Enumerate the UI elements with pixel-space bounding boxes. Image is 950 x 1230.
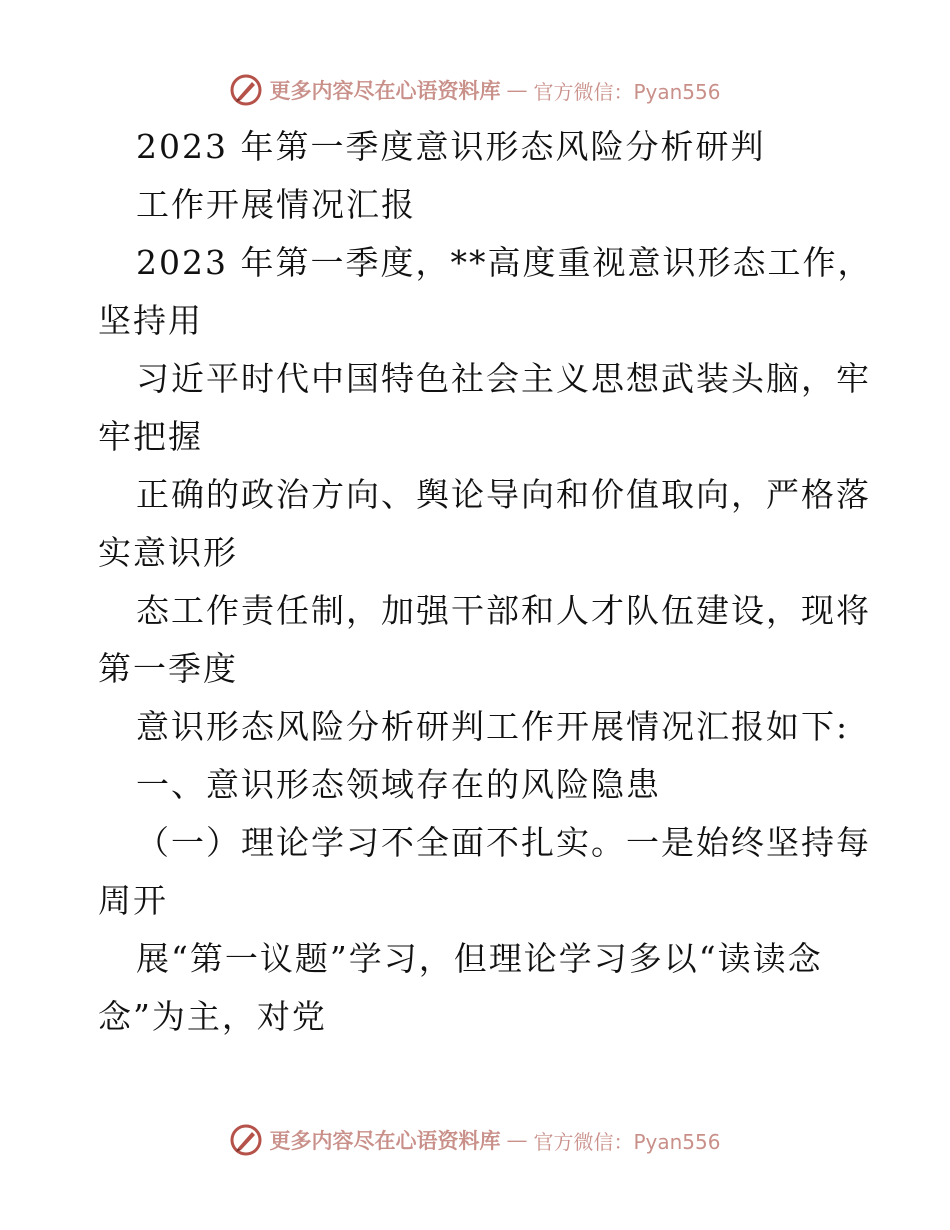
text-line: 工作开展情况汇报 <box>136 185 416 224</box>
watermark-brand: 更多内容尽在心语资料库 <box>269 1128 501 1153</box>
text-line: 习近平时代中国特色社会主义思想武装头脑，牢 <box>136 359 871 398</box>
text-line: 展“第一议题”学习，但理论学习多以“读读念 <box>136 939 823 978</box>
watermark-contact: 官方微信：Pyan556 <box>533 1129 721 1154</box>
watermark-dash: — <box>506 1128 528 1152</box>
text-line: 2023 年第一季度，**高度重视意识形态工作， <box>136 243 873 282</box>
watermark-header <box>0 70 950 110</box>
text-line: 态工作责任制，加强干部和人才队伍建设，现将 <box>136 591 871 630</box>
text-line: 意识形态风险分析研判工作开展情况汇报如下: <box>136 707 850 746</box>
watermark-brand: 更多内容尽在心语资料库 <box>269 78 501 103</box>
text-line: 实意识形 <box>98 533 238 572</box>
text-line: 一、意识形态领域存在的风险隐患 <box>136 765 661 804</box>
text-line: 周开 <box>98 881 168 920</box>
document-body <box>98 118 873 1046</box>
text-line: 念”为主，对党 <box>98 997 327 1036</box>
text-line: 坚持用 <box>98 301 203 340</box>
watermark-footer <box>0 1120 950 1160</box>
pen-logo-icon <box>229 1123 263 1157</box>
text-line: （一）理论学习不全面不扎实。一是始终坚持每 <box>136 823 871 862</box>
text-line: 2023 年第一季度意识形态风险分析研判 <box>136 127 766 166</box>
text-line: 正确的政治方向、舆论导向和价值取向，严格落 <box>136 475 871 514</box>
pen-logo-icon <box>229 73 263 107</box>
text-line: 牢把握 <box>98 417 203 456</box>
text-line: 第一季度 <box>98 649 238 688</box>
watermark-dash: — <box>506 78 528 102</box>
watermark-contact: 官方微信：Pyan556 <box>533 79 721 104</box>
